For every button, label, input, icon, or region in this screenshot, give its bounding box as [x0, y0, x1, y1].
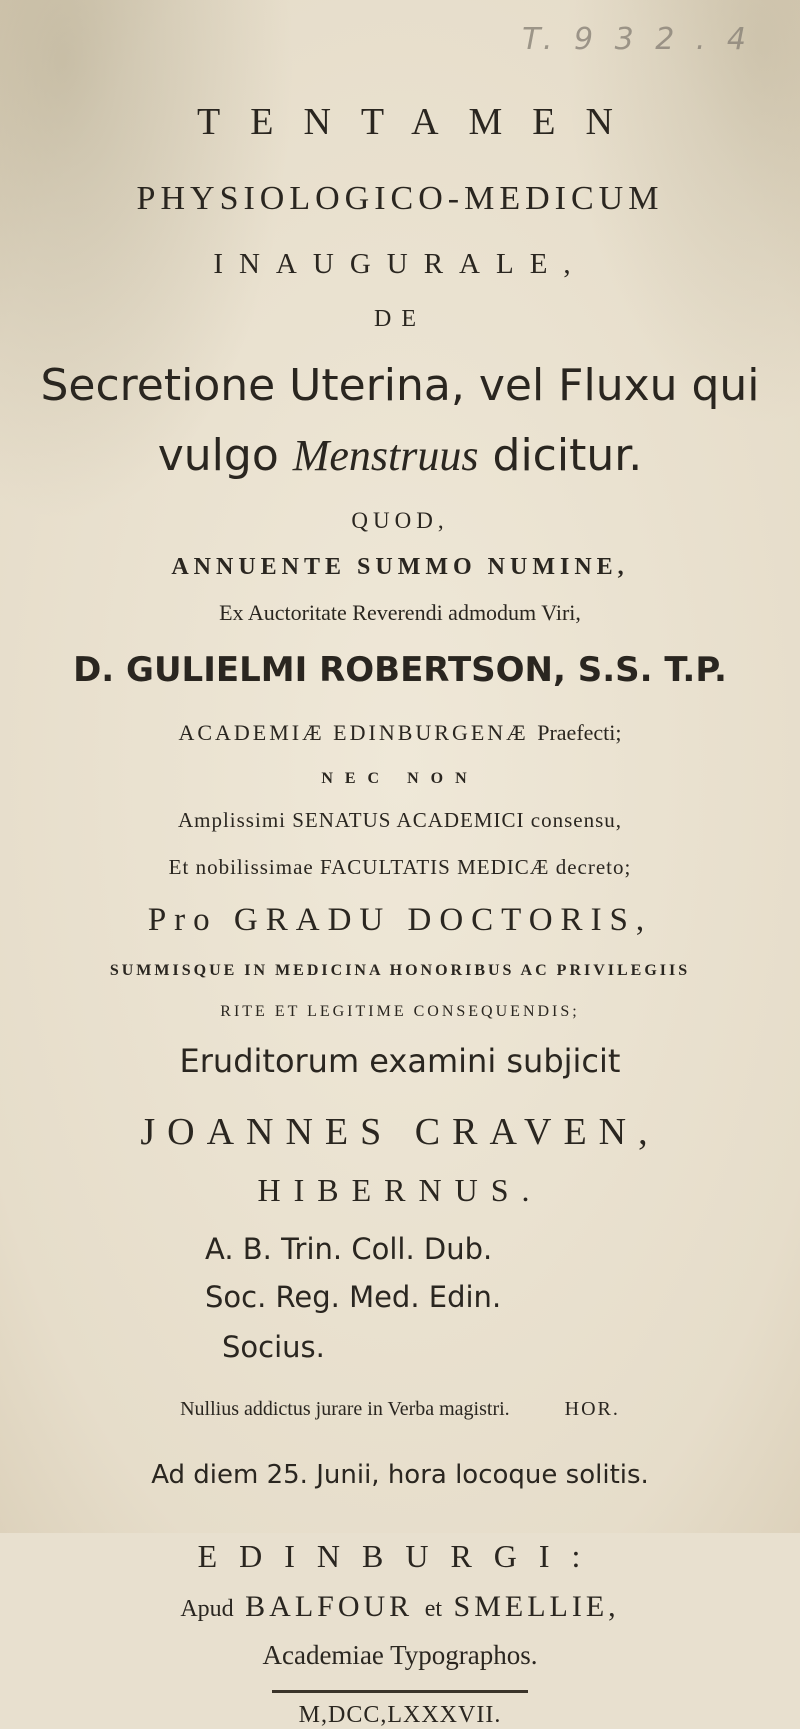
- facultatis-caps: FACULTATIS MEDICÆ: [320, 855, 550, 879]
- title-de: DE: [374, 306, 426, 332]
- shelfmark-annotation: T. 9 3 2 . 4: [522, 22, 752, 57]
- imprint-apud: Apud: [180, 1596, 234, 1622]
- annuente-line: ANNUENTE SUMMO NUMINE,: [171, 554, 629, 580]
- imprint-typographos: Academiae Typographos.: [262, 1640, 538, 1670]
- senatus-pre: Amplissimi: [177, 808, 286, 832]
- summis-line: SUMMISQUE IN MEDICINA HONORIBUS AC PRIVILEGIIS: [109, 962, 691, 979]
- facultatis-pre: Et nobilissimae: [168, 855, 314, 879]
- subject-dicitur: dicitur.: [492, 430, 643, 481]
- motto-text: Nullius addictus jurare in Verba magistri.: [180, 1398, 510, 1420]
- subject-menstruus: Menstruus: [292, 431, 479, 480]
- subject-line-2: [0, 430, 800, 481]
- senatus-tail: consensu,: [530, 808, 623, 832]
- imprint-printer-1: BALFOUR: [245, 1590, 414, 1623]
- imprint-printer-2: SMELLIE,: [453, 1590, 620, 1623]
- academiae-line: [0, 720, 800, 746]
- imprint-city: EDINBURGI:: [197, 1538, 603, 1574]
- author-credential-2: Soc. Reg. Med. Edin.: [205, 1280, 502, 1314]
- rite-line: RITE ET LEGITIME CONSEQUENDIS;: [220, 1003, 580, 1020]
- imprint-year: M,DCC,LXXXVII.: [298, 1702, 502, 1728]
- title-inaugurale: INAUGURALE,: [213, 248, 587, 280]
- academiae-praefecti: Praefecti;: [537, 720, 622, 745]
- author-origin: HIBERNUS.: [257, 1172, 543, 1208]
- facultatis-tail: decreto;: [555, 855, 632, 879]
- facultatis-line: [0, 855, 800, 880]
- imprint-rule: [272, 1690, 528, 1693]
- subject-line-1: Secretione Uterina, vel Fluxu qui: [40, 360, 760, 411]
- degree-line: [0, 902, 800, 939]
- subject-vulgo: vulgo: [157, 430, 279, 481]
- necnon-line: NEC NON: [321, 770, 479, 787]
- author-name: JOANNES CRAVEN,: [140, 1111, 660, 1153]
- principal-name: D. GULIELMI ROBERTSON, S.S. T.P.: [73, 650, 727, 690]
- title-physiologico: PHYSIOLOGICO-MEDICUM: [136, 180, 664, 217]
- author-credential-3: Socius.: [222, 1330, 325, 1364]
- degree-pro: Pro: [147, 902, 218, 938]
- ex-auctoritate-line: Ex Auctoritate Reverendi admodum Viri,: [219, 600, 581, 625]
- degree-caps: GRADU DOCTORIS,: [233, 902, 653, 938]
- imprint-printers: [0, 1590, 800, 1624]
- motto-line: [0, 1398, 800, 1421]
- author-credential-1: A. B. Trin. Coll. Dub.: [205, 1232, 493, 1266]
- motto-source: HOR.: [564, 1398, 620, 1420]
- imprint-et: et: [424, 1596, 443, 1622]
- title-tentamen: TENTAMEN: [197, 101, 643, 143]
- senatus-line: [0, 808, 800, 833]
- eruditorum-line: Eruditorum examini subjicit: [179, 1042, 621, 1080]
- academiae-caps: ACADEMIÆ EDINBURGENÆ: [178, 720, 529, 745]
- date-line: Ad diem 25. Junii, hora locoque solitis.: [151, 1460, 649, 1490]
- senatus-caps: SENATUS ACADEMICI: [292, 808, 525, 832]
- quod-line: QUOD,: [351, 508, 449, 533]
